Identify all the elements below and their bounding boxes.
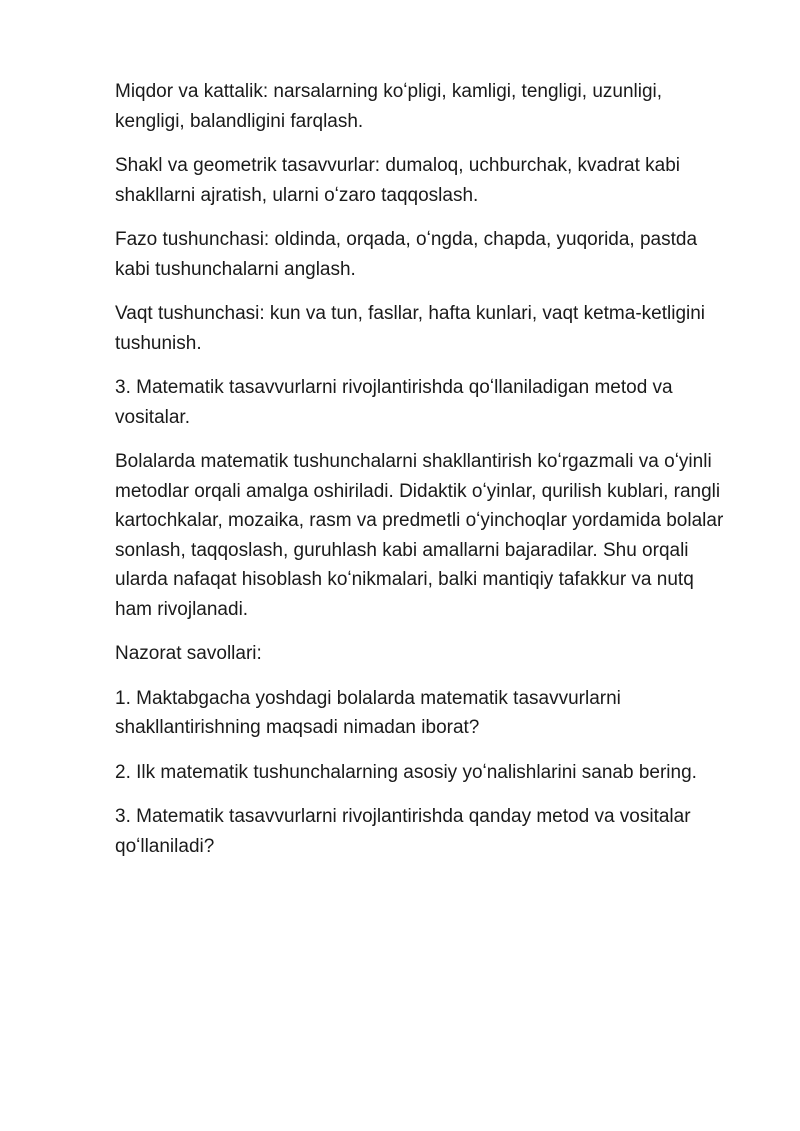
paragraph-shape-geometry: Shakl va geometrik tasavvurlar: dumaloq, uchburchak, kvadrat kabi shakllarni ajratish, ularni oʻzaro taqqoslash. xyxy=(115,155,680,206)
document-body xyxy=(115,77,735,876)
paragraph-space-concept: Fazo tushunchasi: oldinda, orqada, oʻngda, chapda, yuqorida, pastda kabi tushunchalarni anglash. xyxy=(115,229,698,280)
question-2: 2. Ilk matematik tushunchalarning asosiy yoʻnalishlarini sanab bering. xyxy=(115,761,697,783)
paragraph-time-concept: Vaqt tushunchasi: kun va tun, fasllar, hafta kunlari, vaqt ketma-ketligini tushunish. xyxy=(115,303,706,354)
question-1: 1. Maktabgacha yoshdagi bolalarda matematik tasavvurlarni shakllantirishning maqsadi nimadan iborat? xyxy=(115,687,621,738)
paragraph-quantity-magnitude: Miqdor va kattalik: narsalarning koʻpligi, kamligi, tengligi, uzunligi, kengligi, balandligini farqlash. xyxy=(115,81,663,132)
control-questions-heading: Nazorat savollari: xyxy=(115,643,262,664)
question-3: 3. Matematik tasavvurlarni rivojlantirishda qanday metod va vositalar qoʻllaniladi? xyxy=(115,806,691,857)
paragraph-methods-body: Bolalarda matematik tushunchalarni shakllantirish koʻrgazmali va oʻyinli metodlar orqali amalga oshiriladi. Didaktik oʻyinlar, qurilish kublari, rangli kartochkalar, mozaika, rasm va predmetli oʻyinchoqlar yordamida bolalar sonlash, taqqoslash, guruhlash kabi amallarni bajaradilar. Shu orqali ularda nafaqat hisoblash koʻnikmalari, balki mantiqiy tafakkur va nutq ham rivojlanadi. xyxy=(115,451,724,620)
section-heading-methods: 3. Matematik tasavvurlarni rivojlantirishda qoʻllaniladigan metod va vositalar. xyxy=(115,377,673,428)
